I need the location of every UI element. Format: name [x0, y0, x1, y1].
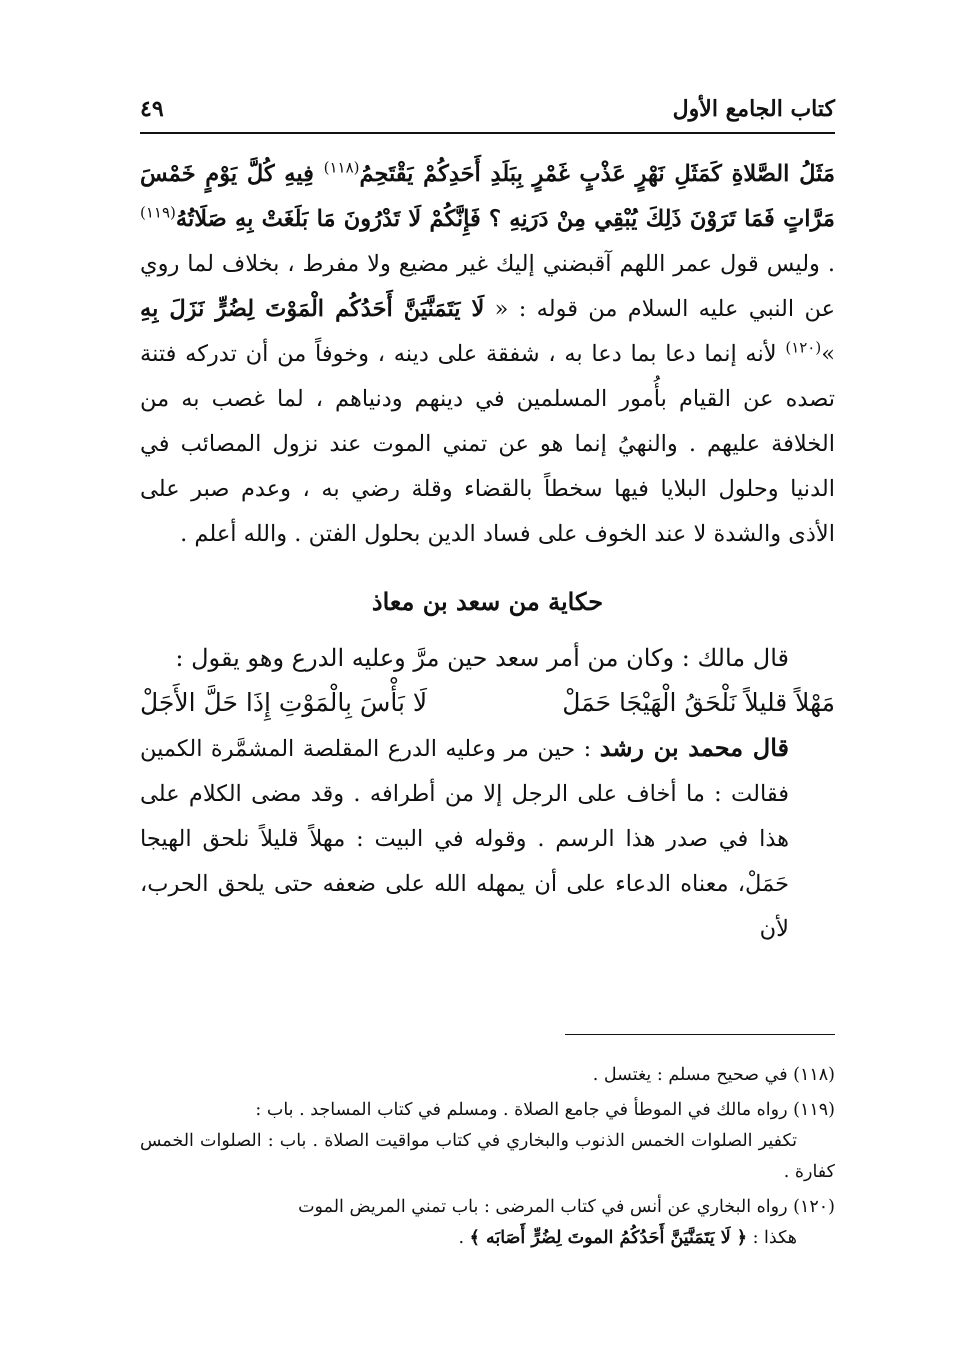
commentary-text: »	[821, 341, 835, 367]
footnote-119	[140, 1095, 835, 1188]
page-number: ٤٩	[140, 96, 164, 122]
commentary-text: : حين مر وعليه الدرع المقلصة المشمَّرة الكمين فقالت : ما أخاف على الرجل إلا من أطرافه . وقد مضى الكلام على هذا في صدر هذا الرسم . وقوله في البيت : مهلاً قليلاً نلحق الهيجا حَمَلْ، معناه الدعاء على أن يمهله الله على ضعفه حتى يلحق الحرب، لأن	[140, 736, 789, 942]
footnote-text: .	[458, 1228, 470, 1248]
main-text	[140, 152, 835, 952]
footnote-text: رواه مالك في الموطأ في جامع الصلاة . ومسلم في كتاب المساجد . باب :	[255, 1100, 788, 1120]
footnote-118	[140, 1060, 835, 1091]
commentary-text: لأنه إنما دعا بما دعا به ، شفقة على دينه ، وخوفاً من أن تدركه فتنة تصده عن القيام بأُمور المسلمين في دينهم ودنياهم ، لما غصب به من الخلافة عليهم . والنهيُ إنما هو عن تمني الموت عند نزول المصائب في الدنيا وحلول البلايا فيها سخطاً بالقضاء وقلة رضي به ، وعدم صبر على الأذى والشدة لا عند الخوف على فساد الدين بحلول الفتن . والله أعلم .	[140, 341, 835, 547]
footnote-number: (١٢٠)	[793, 1197, 835, 1217]
narration: قال مالك : وكان من أمر سعد حين مرَّ وعليه الدرع وهو يقول :	[175, 644, 789, 672]
footnote-text: تكفير الصلوات الخمس الذنوب والبخاري في كتاب مواقيت الصلاة . باب : الصلوات الخمس كفارة .	[140, 1131, 835, 1182]
hadith-text: فِيهِ كُلَّ يَوْمٍ خَمْسَ مَرَّاتٍ فَمَا تَرَوْنَ ذَلِكَ يُبْقِي مِنْ دَرَنِهِ ؟ فَإِنَّكُمْ لَا تَدْرُونَ مَا بَلَغَتْ بِهِ صَلَاتُهُ	[140, 161, 835, 232]
footnotes	[140, 1060, 835, 1258]
footnote-ref: (١١٨)	[323, 158, 360, 177]
verse-second-hemistich: لَا بَأْسَ بِالْمَوْتِ إِذَا حَلَّ الأَجَلْ	[140, 688, 428, 717]
footnote-number: (١١٨)	[793, 1065, 835, 1085]
commentator-name: قال محمد بن رشد	[599, 733, 789, 762]
footnote-120	[140, 1192, 835, 1254]
commentary-text: . وليس قول عمر اللهم آقبضني إليك غير مضيع ولا مفرط ، بخلاف لما روي عن النبي عليه السلام من قوله : «	[140, 251, 836, 322]
paragraph-1	[140, 152, 835, 557]
header-rule	[140, 132, 835, 134]
hadith-text: لَا يَتَمَنَّيَنَّ أَحَدُكُم الْمَوْتَ لِضُرٍّ نَزَلَ بِهِ	[140, 296, 485, 322]
footnote-rule	[565, 1034, 835, 1035]
footnote-text: هكذا :	[747, 1228, 797, 1248]
verse-first-hemistich: مَهْلاً قليلاً نَلْحَقُ الْهَيْجَا حَمَلْ	[562, 688, 835, 717]
section-heading: حكاية من سعد بن معاذ	[371, 587, 604, 616]
footnote-text: في صحيح مسلم : يغتسل .	[592, 1065, 788, 1085]
hadith-text: ﴿ لَا يَتَمَنَّيَنَّ أَحَدُكُمُ الموتَ لِضُرٍّ أَصَابَه ﴾	[469, 1228, 748, 1248]
book-title: كتاب الجامع الأول	[672, 96, 835, 122]
page-header	[140, 96, 835, 130]
poem-verse	[140, 681, 835, 725]
hadith-text: مَثَلُ الصَّلاةِ كَمَثَلِ نَهْرٍ عَذْبٍ غَمْرٍ بِبَلَدِ أَحَدِكُمْ يَقْتَحِمُ	[359, 161, 835, 187]
footnote-ref: (١١٩)	[140, 203, 176, 222]
paragraph-2	[140, 725, 835, 952]
footnote-ref: (١٢٠)	[785, 338, 822, 357]
footnote-text: رواه البخاري عن أنس في كتاب المرضى : باب تمني المريض الموت	[298, 1197, 788, 1217]
footnote-number: (١١٩)	[793, 1100, 835, 1120]
